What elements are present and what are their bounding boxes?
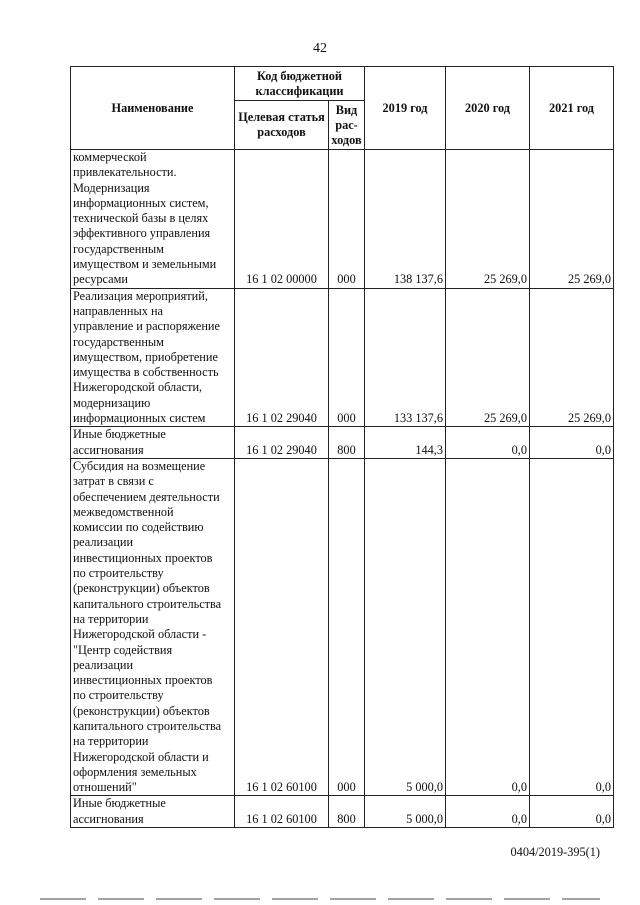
row-expense-type-cell: 000 <box>329 458 365 796</box>
row-2021-cell: 25 269,0 <box>530 150 614 289</box>
row-name-cell: Иные бюджетные ассигнования <box>71 427 235 459</box>
row-name-cell: Иные бюджетные ассигнования <box>71 796 235 828</box>
row-2020-cell: 0,0 <box>446 796 530 828</box>
row-expense-type-cell: 000 <box>329 288 365 427</box>
row-target-article-cell: 16 1 02 29040 <box>235 288 329 427</box>
header-name: Наименование <box>71 67 235 150</box>
row-2020-cell: 25 269,0 <box>446 150 530 289</box>
header-target-article: Целевая статья расходов <box>235 101 329 150</box>
row-2020-cell: 25 269,0 <box>446 288 530 427</box>
header-expense-type: Вид рас-ходов <box>329 101 365 150</box>
budget-table <box>70 66 614 828</box>
scan-artifact-line <box>40 898 600 900</box>
row-2021-cell: 0,0 <box>530 458 614 796</box>
row-2020-cell: 0,0 <box>446 427 530 459</box>
page-number: 42 <box>313 41 327 56</box>
document-code: 0404/2019-395(1) <box>510 845 600 859</box>
row-name-cell: Реализация мероприятий, направленных на управление и распоряжение государственным имуществом, приобретение имущества в собственность Нижегородской области, модернизацию информационных систем <box>71 288 235 427</box>
header-2021: 2021 год <box>530 67 614 150</box>
row-2021-cell: 0,0 <box>530 796 614 828</box>
row-2020-cell: 0,0 <box>446 458 530 796</box>
table-header <box>71 67 614 150</box>
row-name-cell: Субсидия на возмещение затрат в связи с обеспечением деятельности межведомственной комиссии по содействию реализации инвестиционных проектов по строительству (реконструкции) объектов капитального строительства на территории Нижегородской области - "Центр содействия реализации инвестиционных проектов по строительству (реконструкции) объектов капитального строительства на территории Нижегородской области и оформления земельных отношений" <box>71 458 235 796</box>
table-row <box>71 458 614 796</box>
table-row <box>71 427 614 459</box>
header-2020: 2020 год <box>446 67 530 150</box>
row-target-article-cell: 16 1 02 60100 <box>235 796 329 828</box>
header-budget-code: Код бюджетной классификации <box>235 67 365 101</box>
row-2021-cell: 25 269,0 <box>530 288 614 427</box>
table-row <box>71 288 614 427</box>
row-expense-type-cell: 800 <box>329 427 365 459</box>
table-row <box>71 150 614 289</box>
row-expense-type-cell: 800 <box>329 796 365 828</box>
row-name-cell: коммерческой привлекательности. Модернизация информационных систем, технической базы в целях эффективного управления государственным имуществом и земельными ресурсами <box>71 150 235 289</box>
row-2019-cell: 5 000,0 <box>365 796 446 828</box>
row-2019-cell: 133 137,6 <box>365 288 446 427</box>
row-2019-cell: 5 000,0 <box>365 458 446 796</box>
row-target-article-cell: 16 1 02 00000 <box>235 150 329 289</box>
row-2019-cell: 144,3 <box>365 427 446 459</box>
header-2019: 2019 год <box>365 67 446 150</box>
table-row <box>71 796 614 828</box>
row-target-article-cell: 16 1 02 29040 <box>235 427 329 459</box>
row-expense-type-cell: 000 <box>329 150 365 289</box>
table-body <box>71 150 614 828</box>
row-target-article-cell: 16 1 02 60100 <box>235 458 329 796</box>
row-2021-cell: 0,0 <box>530 427 614 459</box>
row-2019-cell: 138 137,6 <box>365 150 446 289</box>
